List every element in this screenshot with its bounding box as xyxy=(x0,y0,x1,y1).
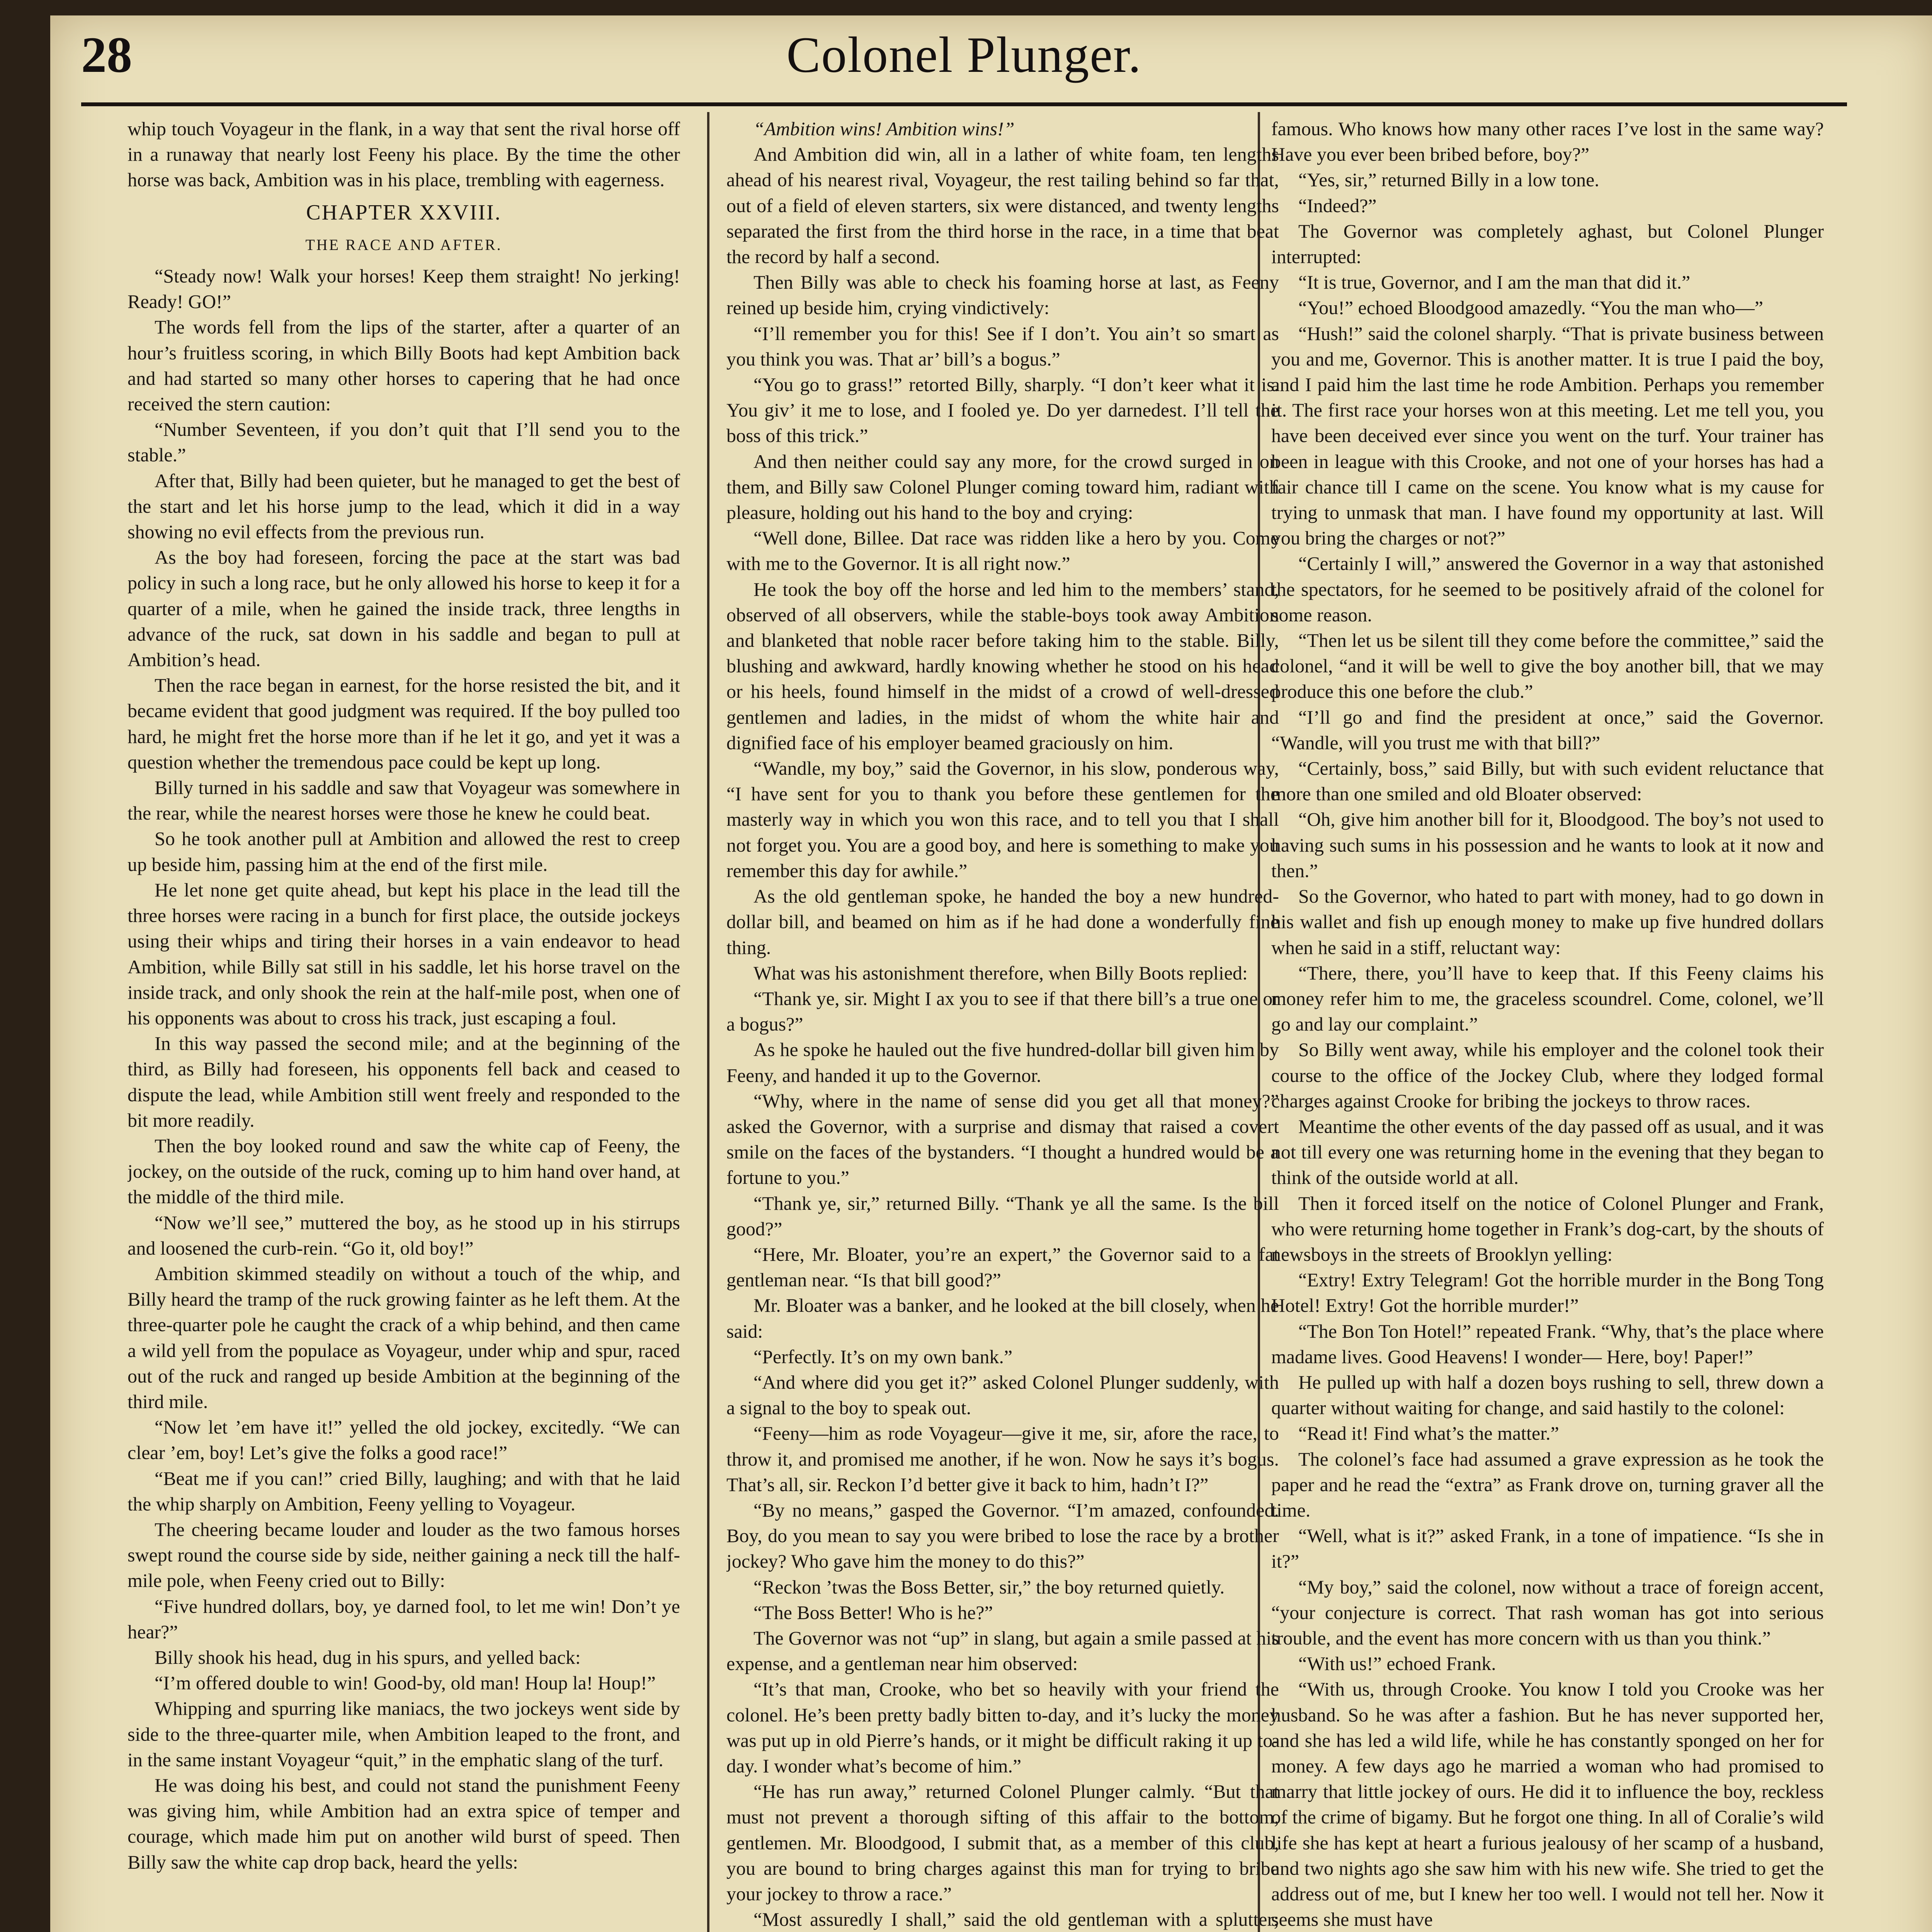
paragraph: “With us!” echoed Frank. xyxy=(1298,1653,1496,1675)
paragraph: “Oh, give him another bill for it, Bloodgood. The boy’s not used to having such sums in his possession and he wants to look at it now and then.” xyxy=(1271,808,1824,881)
paragraph: “The Bon Ton Hotel!” repeated Frank. “Why, that’s the place where madame lives. Good Heavens! I wonder— Here, boy! Paper!” xyxy=(1271,1320,1824,1367)
paragraph: “Most assuredly I shall,” said the old gentleman with a splutter; xyxy=(753,1908,1279,1930)
paragraph: “Read it! Find what’s the matter.” xyxy=(1298,1422,1559,1444)
text-column-3 xyxy=(1271,116,1824,1932)
paragraph: In this way passed the second mile; and at the beginning of the third, as Billy had foreseen, his opponents fell back and ceased to dispute the lead, while Ambition still went freely and responded to the bit more readily. xyxy=(128,1032,680,1131)
paragraph: Billy turned in his saddle and saw that Voyageur was somewhere in the rear, while the nearest horses were those he knew he could beat. xyxy=(128,777,680,824)
paragraph: “Thank ye, sir,” returned Billy. “Thank ye all the same. Is the bill good?” xyxy=(726,1192,1279,1240)
chapter-title: CHAPTER XXVIII. xyxy=(306,200,502,224)
paragraph: “Ambition wins! Ambition wins!” xyxy=(753,118,1015,139)
paragraph: The words fell from the lips of the starter, after a quarter of an hour’s fruitless scoring, in which Billy Boots had kept Ambition back and had started so many other horses to capering that he had once received the stern caution: xyxy=(128,316,680,415)
paragraph: “Why, where in the name of sense did you get all that money?” asked the Governor, with a surprise and dismay that raised a covert smile on the faces of the bystanders. “I thought a hundred would be a fortune to you.” xyxy=(726,1090,1279,1189)
paragraph: Then Billy was able to check his foaming horse at last, as Feeny reined up beside him, crying vindictively: xyxy=(726,271,1279,319)
paragraph: So he took another pull at Ambition and allowed the rest to creep up beside him, passing him at the end of the first mile. xyxy=(128,828,680,875)
paragraph: He pulled up with half a dozen boys rushing to sell, threw down a quarter without waiting for change, and said hastily to the colonel: xyxy=(1271,1371,1824,1419)
paragraph: whip touch Voyageur in the flank, in a way that sent the rival horse off in a runaway that nearly lost Feeny his place. By the time the other horse was back, Ambition was in his place, trembling with eagerness. xyxy=(128,118,680,191)
paragraph: “I’m offered double to win! Good-by, old man! Houp la! Houp!” xyxy=(155,1672,656,1694)
paragraph: “He has run away,” returned Colonel Plunger calmly. “But that must not prevent a thorough sifting of this affair to the bottom, gentlemen. Mr. Bloodgood, I submit that, as a member of this club, you are bound to bring charges against this man for trying to bribe your jockey to throw a race.” xyxy=(726,1781,1279,1905)
paragraph: “I’ll go and find the president at once,” said the Governor. “Wandle, will you trust me with that bill?” xyxy=(1271,706,1824,753)
paragraph: “Steady now! Walk your horses! Keep them straight! No jerking! Ready! GO!” xyxy=(128,265,680,313)
paragraph: “Extry! Extry Telegram! Got the horrible murder in the Bong Tong Hotel! Extry! Got the horrible murder!” xyxy=(1271,1269,1824,1316)
paragraph: “The Boss Better! Who is he?” xyxy=(753,1601,993,1623)
paragraph: “You!” echoed Bloodgood amazedly. “You the man who—” xyxy=(1298,297,1764,319)
paragraph: Whipping and spurring like maniacs, the two jockeys went side by side to the three-quarter mile, when Ambition leaped to the front, and in the same instant Voyageur “quit,” in the emphatic slang of the turf. xyxy=(128,1697,680,1770)
paragraph: “Then let us be silent till they come before the committee,” said the colonel, “and it will be well to give the boy another bill, that we may produce this one before the club.” xyxy=(1271,629,1824,702)
paragraph: Then it forced itself on the notice of Colonel Plunger and Frank, who were returning home together in Frank’s dog-cart, by the shouts of newsboys in the streets of Brooklyn yelling: xyxy=(1271,1192,1824,1265)
paragraph: “Well, what is it?” asked Frank, in a tone of impatience. “Is she in it?” xyxy=(1271,1525,1824,1572)
running-title: Colonel Plunger. xyxy=(786,26,1142,83)
paragraph: “Hush!” said the colonel sharply. “That is private business between you and me, Governor. This is another matter. It is true I paid the boy, and I paid him the last time he rode Ambition. Perhaps you remember it. The first race your horses won at this meeting. Let me tell you, you have been deceived ever since you went on the turf. Your trainer has been in league with this Crooke, and not one of your horses has had a fair chance till I came on the scene. You know what is my cause for trying to unmask that man. I have found my opportunity at last. Will you bring the charges or not?” xyxy=(1271,322,1824,549)
paragraph: “With us, through Crooke. You know I told you Crooke was her husband. So he was after a fashion. But he has never supported her, and she has led a wild life, while he has constantly sponged on her for money. A few days ago he married a woman who had promised to marry that little jockey of ours. He did it to influence the boy, reckless of the crime of bigamy. But he forgot one thing. In all of Coralie’s wild life she has kept at heart a furious jealousy of her scamp of a husband, and two nights ago she saw him with his new wife. She tried to get the address out of me, but I knew her too well. I would not tell her. Now it seems she must have xyxy=(1271,1678,1824,1930)
paragraph: Meantime the other events of the day passed off as usual, and it was not till every one was returning home in the evening that they began to think of the outside world at all. xyxy=(1271,1115,1824,1189)
paragraph: The cheering became louder and louder as the two famous horses swept round the course side by side, neither gaining a neck till the half-mile pole, when Feeny cried out to Billy: xyxy=(128,1518,680,1592)
paragraph: “And where did you get it?” asked Colonel Plunger suddenly, with a signal to the boy to speak out. xyxy=(726,1371,1279,1419)
paragraph: “Certainly I will,” answered the Governor in a way that astonished the spectators, for he seemed to be positively afraid of the colonel for some reason. xyxy=(1271,553,1824,626)
paragraph: He let none get quite ahead, but kept his place in the lead till the three horses were racing in a bunch for first place, the outside jockeys using their whips and tiring their horses in a vain endeavor to head Ambition, while Billy sat still in his saddle, let his horse travel on the inside track, and only shook the rein at the half-mile post, when one of his opponents was about to cross his track, just escaping a foul. xyxy=(128,879,680,1029)
column-divider xyxy=(707,112,709,1932)
paragraph: “Five hundred dollars, boy, ye darned fool, to let me win! Don’t ye hear?” xyxy=(128,1595,680,1643)
paragraph: What was his astonishment therefore, when Billy Boots replied: xyxy=(753,962,1248,984)
paragraph: Mr. Bloater was a banker, and he looked at the bill closely, when he said: xyxy=(726,1294,1279,1342)
paragraph: “Now we’ll see,” muttered the boy, as he stood up in his stirrups and loosened the curb-rein. “Go it, old boy!” xyxy=(128,1211,680,1259)
paragraph: “Reckon ’twas the Boss Better, sir,” the boy returned quietly. xyxy=(753,1576,1225,1598)
text-column-1 xyxy=(128,116,680,1932)
paragraph: “Feeny—him as rode Voyageur—give it me, sir, afore the race, to throw it, and promised me another, if he won. Now he says it’s bogus. That’s all, sir. Reckon I’d better give it back to him, hadn’t I?” xyxy=(726,1422,1279,1495)
paragraph: “My boy,” said the colonel, now without a trace of foreign accent, “your conjecture is correct. That rash woman has got into serious trouble, and the event has more concern with us than you think.” xyxy=(1271,1576,1824,1649)
text-column-2 xyxy=(726,116,1279,1932)
paragraph: As he spoke he hauled out the five hundred-dollar bill given him by Feeny, and handed it up to the Governor. xyxy=(726,1039,1279,1086)
paragraph: The colonel’s face had assumed a grave expression as he took the paper and he read the “extra” as Frank drove on, turning graver all the time. xyxy=(1271,1448,1824,1521)
paragraph: “Number Seventeen, if you don’t quit that I’ll send you to the stable.” xyxy=(128,418,680,466)
paragraph: As the boy had foreseen, forcing the pace at the start was bad policy in such a long race, but he only allowed his horse to keep it for a quarter of a mile, when he gained the inside track, three lengths in advance of the ruck, sat down in his saddle and began to pull at Ambition’s head. xyxy=(128,546,680,671)
paragraph: And then neither could say any more, for the crowd surged in on them, and Billy saw Colonel Plunger coming toward him, radiant with pleasure, holding out his hand to the boy and crying: xyxy=(726,450,1279,524)
paragraph: “It’s that man, Crooke, who bet so heavily with your friend the colonel. He’s been pretty badly bitten to-day, and it’s lucky the money was put up in old Pierre’s hands, or it might be difficult raking it up to-day. I wonder what’s become of him.” xyxy=(726,1678,1279,1777)
paragraph: “Indeed?” xyxy=(1298,194,1377,216)
paragraph: famous. Who knows how many other races I’ve lost in the same way? Have you ever been bribed before, boy?” xyxy=(1271,118,1824,165)
paragraph: Then the race began in earnest, for the horse resisted the bit, and it became evident that good judgment was required. If the boy pulled too hard, he might fret the horse more than if he let it go, and yet it was a question whether the tremendous pace could be kept up long. xyxy=(128,674,680,773)
paragraph: So Billy went away, while his employer and the colonel took their course to the office of the Jockey Club, where they lodged formal charges against Crooke for bribing the jockeys to throw races. xyxy=(1271,1039,1824,1112)
paragraph: He took the boy off the horse and led him to the members’ stand, observed of all observers, while the stable-boys took away Ambition and blanketed that noble racer before taking him to the stable. Billy, blushing and awkward, hardly knowing whether he stood on his head or his heels, found himself in the midst of a crowd of well-dressed gentlemen and ladies, in the midst of whom the white hair and dignified face of his employer beamed graciously on him. xyxy=(726,578,1279,753)
paragraph: Then the boy looked round and saw the white cap of Feeny, the jockey, on the outside of the ruck, coming up to him hand over hand, at the middle of the third mile. xyxy=(128,1134,680,1208)
paragraph: “Certainly, boss,” said Billy, but with such evident reluctance that more than one smiled and old Bloater observed: xyxy=(1271,757,1824,805)
page-number: 28 xyxy=(81,26,132,83)
paragraph: “It is true, Governor, and I am the man that did it.” xyxy=(1298,271,1690,293)
paragraph: He was doing his best, and could not stand the punishment Feeny was giving him, while Ambition had an extra spice of temper and courage, which made him put on another wild burst of speed. Then Billy saw the white cap drop back, heard the yells: xyxy=(128,1774,680,1873)
paragraph: “There, there, you’ll have to keep that. If this Feeny claims his money refer him to me, the graceless scoundrel. Come, colonel, we’ll go and lay our complaint.” xyxy=(1271,962,1824,1035)
paragraph: Billy shook his head, dug in his spurs, and yelled back: xyxy=(155,1646,581,1668)
paragraph: “Beat me if you can!” cried Billy, laughing; and with that he laid the whip sharply on Ambition, Feeny yelling to Voyageur. xyxy=(128,1467,680,1515)
paragraph: “Yes, sir,” returned Billy in a low tone. xyxy=(1298,169,1599,191)
paragraph: “Now let ’em have it!” yelled the old jockey, excitedly. “We can clear ’em, boy! Let’s give the folks a good race!” xyxy=(128,1416,680,1464)
paragraph: “I’ll remember you for this! See if I don’t. You ain’t so smart as you think you was. That ar’ bill’s a bogus.” xyxy=(726,322,1279,370)
paragraph: The Governor was not “up” in slang, but again a smile passed at his expense, and a gentleman near him observed: xyxy=(726,1627,1279,1675)
paragraph: “Thank ye, sir. Might I ax you to see if that there bill’s a true one or a bogus?” xyxy=(726,987,1279,1035)
paragraph: “Wandle, my boy,” said the Governor, in his slow, ponderous way, “I have sent for you to thank you before these gentlemen for the masterly way in which you won this race, and to tell you that I shall not forget you. You are a good boy, and here is something to make you remember this day for awhile.” xyxy=(726,757,1279,881)
page-header xyxy=(81,21,1847,106)
paragraph: And Ambition did win, all in a lather of white foam, ten lengths ahead of his nearest rival, Voyageur, the rest tailing behind so far that, out of a field of eleven starters, six were distanced, and twenty lengths separated the first from the third horse in the race, in a time that beat the record by half a second. xyxy=(726,143,1279,268)
paragraph: “By no means,” gasped the Governor. “I’m amazed, confounded. Boy, do you mean to say you were bribed to lose the race by a brother jockey? Who gave him the money to do this?” xyxy=(726,1499,1279,1572)
paragraph: So the Governor, who hated to part with money, had to go down in his wallet and fish up enough money to make up five hundred dollars when he said in a stiff, reluctant way: xyxy=(1271,885,1824,958)
paragraph: Ambition skimmed steadily on without a touch of the whip, and Billy heard the tramp of the ruck growing fainter as he left them. At the three-quarter pole he caught the crack of a whip behind, and then came a wild yell from the populace as Voyageur, under whip and spur, raced out of the ruck and ranged up beside Ambition at the beginning of the third mile. xyxy=(128,1262,680,1412)
chapter-subtitle: THE RACE AND AFTER. xyxy=(305,236,502,253)
paragraph: “Well done, Billee. Dat race was ridden like a hero by you. Come with me to the Governor. It is all right now.” xyxy=(726,527,1279,575)
paragraph: As the old gentleman spoke, he handed the boy a new hundred-dollar bill, and beamed on him as if he had done a wonderfully fine thing. xyxy=(726,885,1279,958)
paragraph: The Governor was completely aghast, but Colonel Plunger interrupted: xyxy=(1271,220,1824,268)
paragraph: “Here, Mr. Bloater, you’re an expert,” the Governor said to a fat gentleman near. “Is that bill good?” xyxy=(726,1243,1279,1291)
paragraph: “Perfectly. It’s on my own bank.” xyxy=(753,1345,1013,1367)
paragraph: After that, Billy had been quieter, but he managed to get the best of the start and let his horse jump to the lead, which it did in a way showing no evil effects from the previous run. xyxy=(128,469,680,543)
paragraph: “You go to grass!” retorted Billy, sharply. “I don’t keer what it is. You giv’ it me to lose, and I fooled ye. Do yer darnedest. I’ll tell the boss of this trick.” xyxy=(726,374,1279,447)
